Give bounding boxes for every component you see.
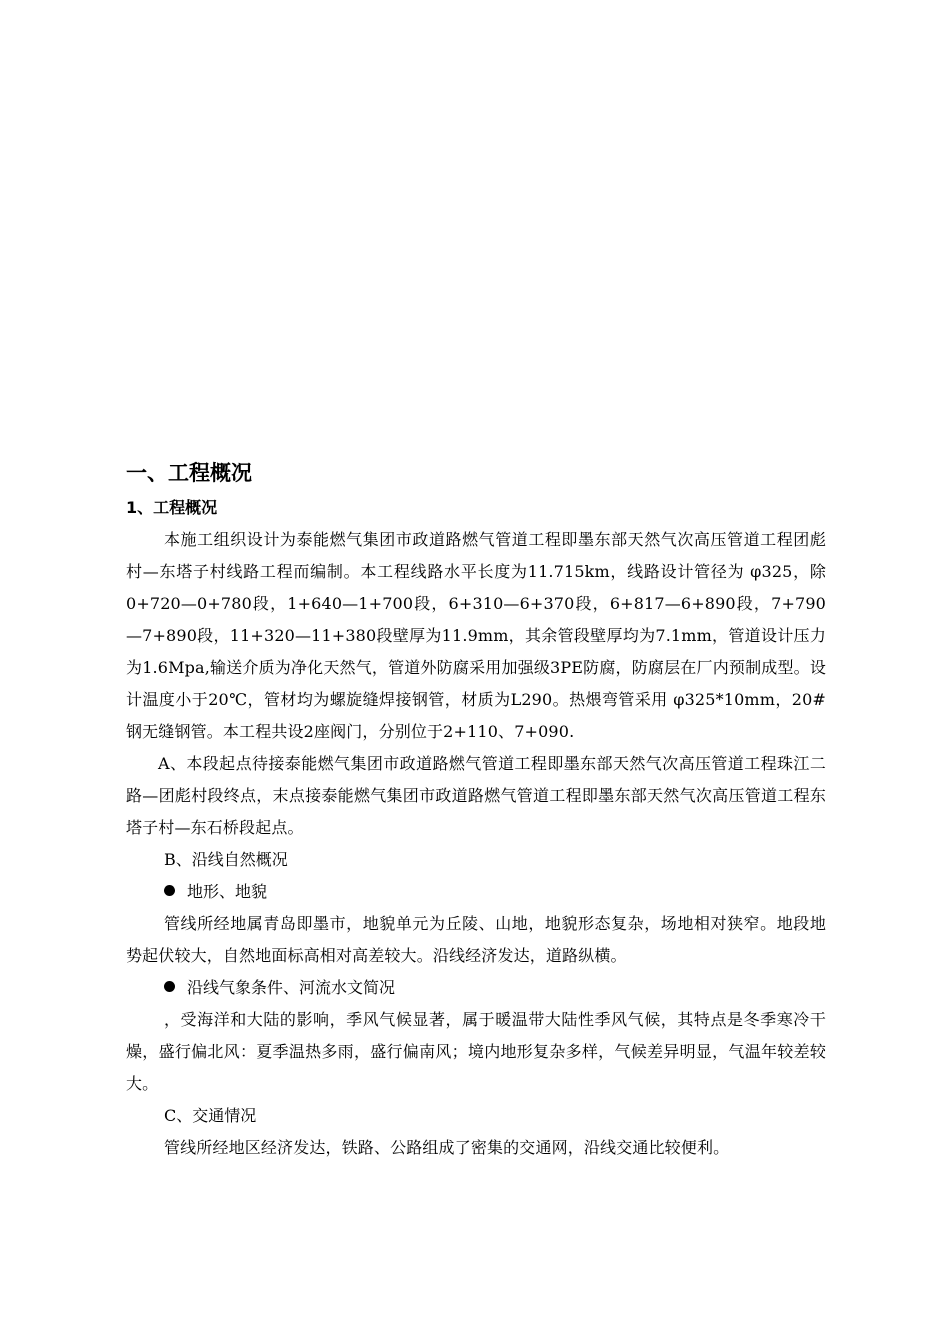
item-c-title: C、交通情况 bbox=[164, 1106, 257, 1125]
subsection-heading: 1、工程概况 bbox=[126, 498, 218, 517]
bullet-terrain bbox=[126, 876, 826, 908]
bullet-climate bbox=[126, 972, 826, 1004]
item-b-title: B、沿线自然概况 bbox=[164, 850, 288, 869]
traffic-paragraph: 管线所经地区经济发达，铁路、公路组成了密集的交通网，沿线交通比较便利。 bbox=[164, 1138, 730, 1157]
section-heading: 一、工程概况 bbox=[126, 461, 252, 485]
item-a-paragraph: A、本段起点待接泰能燃气集团市政道路燃气管道工程即墨东部天然气次高压管道工程珠江二路—团彪村段终点，末点接泰能燃气集团市政道路燃气管道工程即墨东部天然气次高压管道工程东塔子村—东石桥段起点。 bbox=[126, 754, 826, 837]
terrain-paragraph: 管线所经地属青岛即墨市，地貌单元为丘陵、山地，地貌形态复杂，场地相对狭窄。地段地势起伏较大，自然地面标高相对高差较大。沿线经济发达，道路纵横。 bbox=[126, 914, 826, 965]
bullet-icon bbox=[164, 981, 175, 992]
bullet-terrain-label: 地形、地貌 bbox=[187, 882, 268, 901]
bullet-climate-label: 沿线气象条件、河流水文简况 bbox=[187, 978, 396, 997]
bullet-icon bbox=[164, 885, 175, 896]
climate-paragraph: ，受海洋和大陆的影响，季风气候显著，属于暖温带大陆性季风气候，其特点是冬季寒冷干燥，盛行偏北风：夏季温热多雨，盛行偏南风；境内地形复杂多样，气候差异明显，气温年较差较大。 bbox=[126, 1010, 826, 1093]
intro-paragraph: 本施工组织设计为泰能燃气集团市政道路燃气管道工程即墨东部天然气次高压管道工程团彪村—东塔子村线路工程而编制。本工程线路水平长度为11.715km，线路设计管径为 φ325，除0+720—0+780段，1+640—1+700段，6+310—6+370段，6+817—6+890段，7+790—7+890段，11+320—11+380段壁厚为11.9mm，其余管段壁厚均为7.1mm，管道设计压力为1.6Mpa,输送介质为净化天然气，管道外防腐采用加强级3PE防腐，防腐层在厂内预制成型。设计温度小于20℃，管材均为螺旋缝焊接钢管，材质为L290。热煨弯管采用 φ325*10mm，20#钢无缝钢管。本工程共设2座阀门，分别位于2+110、7+090. bbox=[126, 530, 826, 741]
document-body bbox=[126, 458, 826, 1164]
